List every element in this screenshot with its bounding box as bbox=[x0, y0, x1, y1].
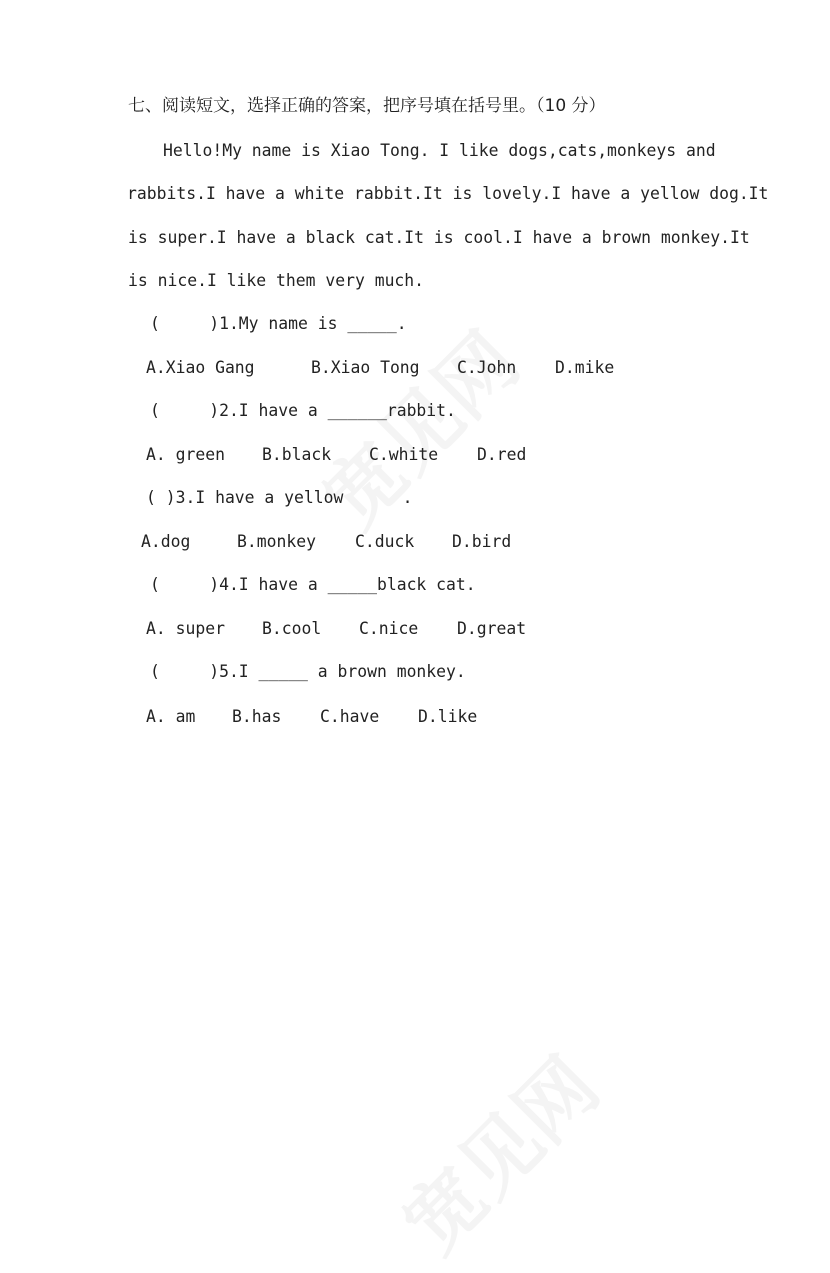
question-2-option-a: A. green bbox=[146, 445, 225, 464]
question-4-stem: ( )4.I have a _____black cat. bbox=[150, 575, 476, 594]
watermark-bottom bbox=[375, 1029, 620, 1273]
question-4-option-a: A. super bbox=[146, 619, 225, 638]
question-3-stem: ( )3.I have a yellow . bbox=[146, 488, 413, 507]
question-3-option-a: A.dog bbox=[141, 532, 191, 551]
question-2-option-b: B.black bbox=[262, 445, 332, 464]
question-4-option-c: C.nice bbox=[359, 619, 419, 638]
question-3-option-b: B.monkey bbox=[237, 532, 316, 551]
question-3-option-c: C.duck bbox=[355, 532, 415, 551]
question-5-option-c: C.have bbox=[320, 707, 380, 726]
question-4-option-b: B.cool bbox=[262, 619, 322, 638]
question-1-stem: ( )1.My name is _____. bbox=[150, 314, 407, 333]
section-title: 七、阅读短文，选择正确的答案，把序号填在括号里。（10 分） bbox=[128, 96, 606, 116]
question-3-option-d: D.bird bbox=[452, 532, 512, 551]
question-1-option-d: D.mike bbox=[555, 358, 615, 377]
passage-line-1: Hello!My name is Xiao Tong. I like dogs,cats,monkeys and bbox=[163, 141, 716, 160]
question-1-option-b: B.Xiao Tong bbox=[311, 358, 420, 377]
question-5-option-d: D.like bbox=[418, 707, 478, 726]
question-5-stem: ( )5.I _____ a brown monkey. bbox=[150, 662, 466, 681]
question-2-option-c: C.white bbox=[369, 445, 439, 464]
question-2-option-d: D.red bbox=[477, 445, 527, 464]
watermark bbox=[295, 304, 540, 549]
question-5-option-a: A. am bbox=[146, 707, 196, 726]
question-5-option-b: B.has bbox=[232, 707, 282, 726]
question-4-option-d: D.great bbox=[457, 619, 527, 638]
question-1-option-a: A.Xiao Gang bbox=[146, 358, 255, 377]
passage-line-2: rabbits.I have a white rabbit.It is lovely.I have a yellow dog.It bbox=[127, 184, 769, 203]
question-1-option-c: C.John bbox=[457, 358, 517, 377]
passage-line-4: is nice.I like them very much. bbox=[128, 271, 425, 290]
passage-line-3: is super.I have a black cat.It is cool.I have a brown monkey.It bbox=[128, 228, 750, 247]
question-2-stem: ( )2.I have a ______rabbit. bbox=[150, 401, 456, 420]
